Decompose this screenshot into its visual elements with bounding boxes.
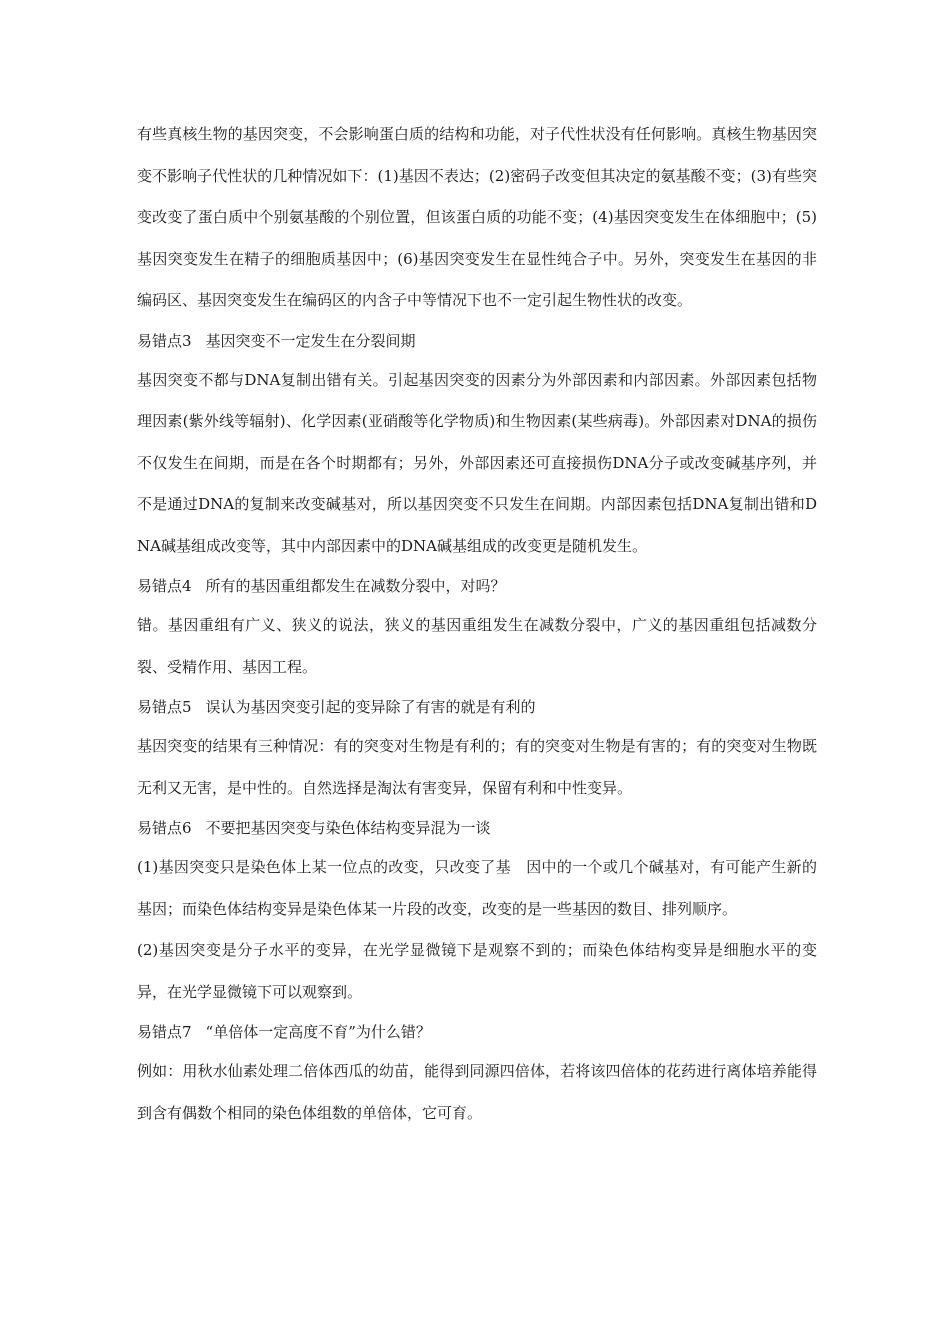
heading-error-point-4: [137, 567, 817, 605]
heading-number: 易错点4: [137, 577, 192, 595]
paragraph-mutation-no-effect: 有些真核生物的基因突变，不会影响蛋白质的结构和功能，对子代性状没有任何影响。真核生物基因突变不影响子代性状的几种情况如下：(1)基因不表达；(2)密码子改变但其决定的氨基酸不变；(3)有些突变改变了蛋白质中个别氨基酸的个别位置，但该蛋白质的功能不变；(4)基因突变发生在体细胞中；(5)基因突变发生在精子的细胞质基因中；(6)基因突变发生在显性纯合子中。另外，突变发生在基因的非编码区、基因突变发生在编码区的内含子中等情况下也不一定引起生物性状的改变。: [137, 125, 817, 309]
heading-text: 基因突变不一定发生在分裂间期: [205, 331, 416, 350]
heading-text: 所有的基因重组都发生在减数分裂中，对吗？: [205, 577, 506, 595]
heading-number: 易错点5: [137, 698, 192, 716]
heading-number: 易错点3: [137, 331, 192, 350]
heading-error-point-3: [137, 322, 817, 360]
paragraph-mutation-vs-structure-2: (2)基因突变是分子水平的变异，在光学显微镜下是观察不到的；而染色体结构变异是细胞水平的变异，在光学显微镜下可以观察到。: [137, 941, 817, 1001]
heading-text: 不要把基因突变与染色体结构变异混为一谈: [205, 819, 491, 837]
paragraph-mutation-vs-structure-1: (1)基因突变只是染色体上某一位点的改变，只改变了基 因中的一个或几个碱基对，有可能产生新的基因；而染色体结构变异是染色体某一片段的改变，改变的是一些基因的数目、排列顺序。: [137, 858, 817, 918]
heading-number: 易错点6: [137, 819, 192, 837]
heading-error-point-7: [137, 1013, 817, 1051]
paragraph-recombination: 错。基因重组有广义、狭义的说法，狭义的基因重组发生在减数分裂中，广义的基因重组包括减数分裂、受精作用、基因工程。: [137, 616, 817, 676]
heading-number: 易错点7: [137, 1023, 192, 1041]
paragraph-mutation-causes: 基因突变不都与DNA复制出错有关。引起基因突变的因素分为外部因素和内部因素。外部因素包括物理因素(紫外线等辐射)、化学因素(亚硝酸等化学物质)和生物因素(某些病毒)。外部因素对DNA的损伤不仅发生在间期，而是在各个时期都有；另外，外部因素还可直接损伤DNA分子或改变碱基序列，并不是通过DNA的复制来改变碱基对，所以基因突变不只发生在间期。内部因素包括DNA复制出错和DNA碱基组成改变等，其中内部因素中的DNA碱基组成的改变更是随机发生。: [137, 370, 817, 555]
heading-error-point-5: [137, 688, 817, 726]
paragraph-haploid-example: 例如：用秋水仙素处理二倍体西瓜的幼苗，能得到同源四倍体，若将该四倍体的花药进行离体培养能得到含有偶数个相同的染色体组数的单倍体，它可育。: [137, 1062, 817, 1122]
heading-text: “单倍体一定高度不育”为什么错？: [205, 1023, 431, 1041]
document-body: [137, 114, 817, 1134]
heading-error-point-6: [137, 809, 817, 847]
paragraph-mutation-outcomes: 基因突变的结果有三种情况：有的突变对生物是有利的；有的突变对生物是有害的；有的突变对生物既无利又无害，是中性的。自然选择是淘汰有害变异，保留有利和中性变异。: [137, 737, 817, 797]
heading-text: 误认为基因突变引起的变异除了有害的就是有利的: [205, 698, 536, 716]
